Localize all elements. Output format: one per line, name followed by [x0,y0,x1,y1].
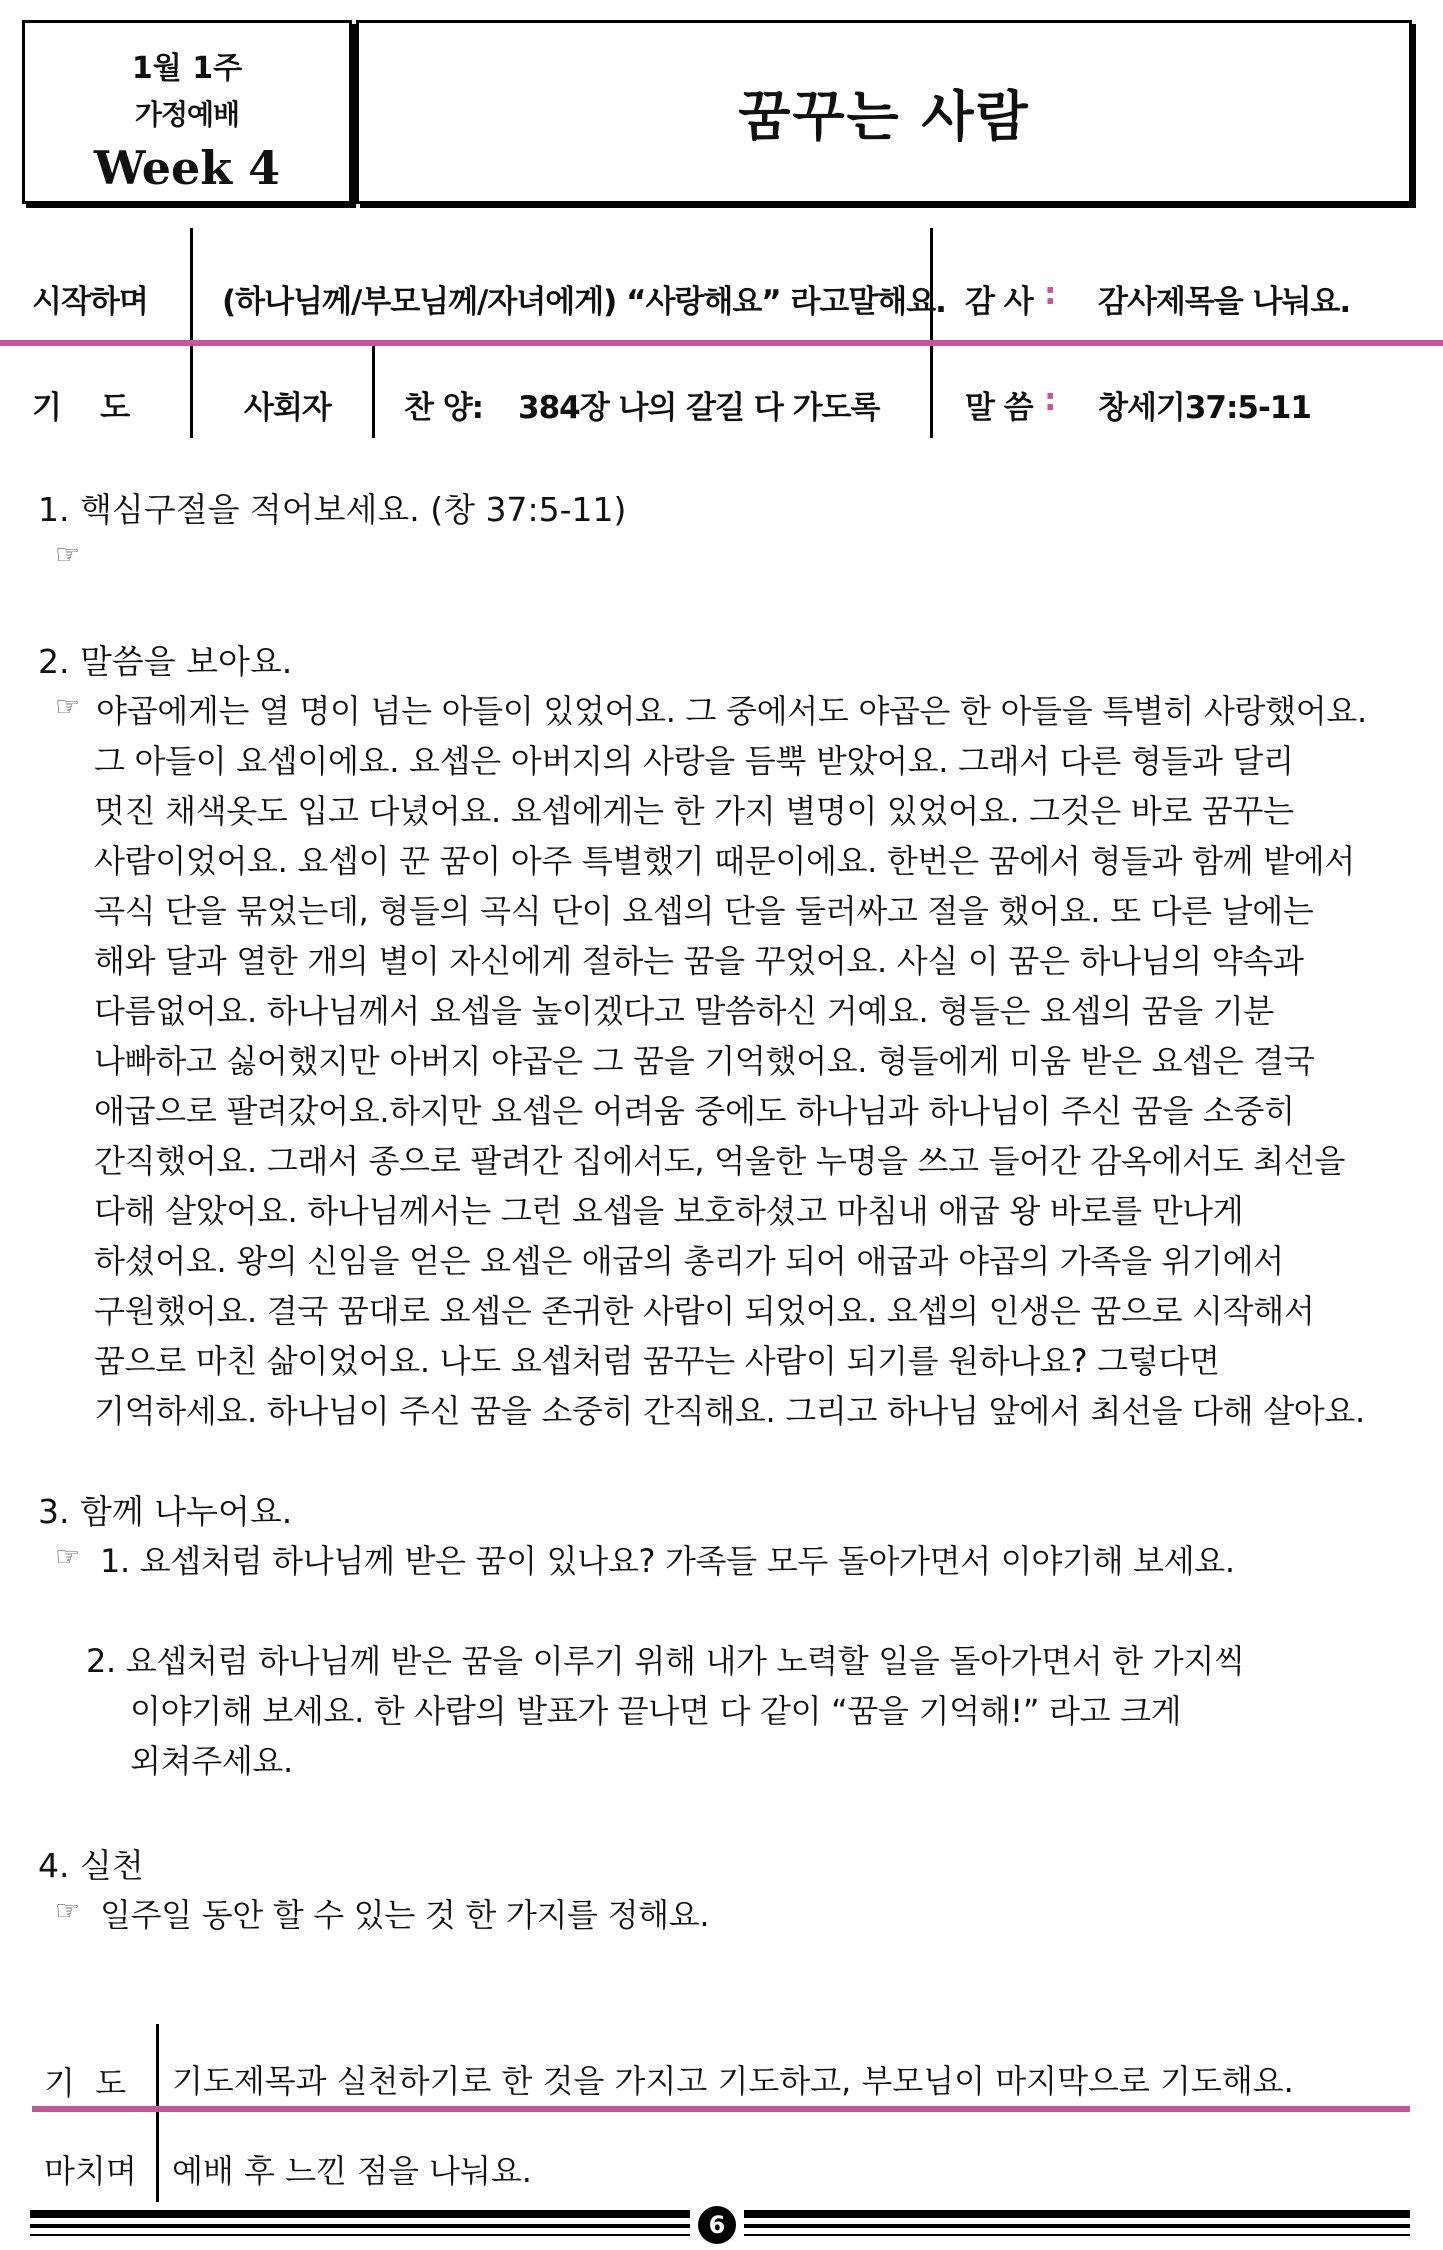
story-line: 사람이었어요. 요셉이 꾼 꿈이 아주 특별했기 때문이에요. 한번은 꿈에서 형들과 함께 밭에서 [94,842,1355,880]
story-line: 꿈으로 마친 삶이었어요. 나도 요셉처럼 꿈꾸는 사람이 되기를 원하나요? 그렇다면 [94,1342,1220,1380]
story-line: 다름없어요. 하나님께서 요셉을 높이겠다고 말씀하신 거예요. 형들은 요셉의 꿈을 기분 [94,992,1275,1030]
hymn-text: 384장 나의 갈길 다 가도록 [518,390,880,426]
table-divider [156,2024,159,2202]
story-line: 그 아들이 요셉이에요. 요셉은 아버지의 사랑을 듬뿍 받았어요. 그래서 다른 형들과 달리 [94,742,1294,780]
story-line: 애굽으로 팔려갔어요.하지만 요셉은 어려움 중에도 하나님과 하나님이 주신 꿈을 소중히 [94,1092,1295,1130]
thanks-label: 감 사 [965,284,1033,320]
worship-type-label: 가정예배 [134,98,240,131]
page-number: 6 [698,2206,736,2244]
story-line: 기억하세요. 하나님이 주신 꿈을 소중히 간직해요. 그리고 하나님 앞에서 최선을 다해 살아요. [94,1392,1365,1430]
leader-label: 사회자 [244,390,331,426]
pointing-hand-icon: ☞ [55,1540,81,1573]
story-line: 멋진 채색옷도 입고 다녔어요. 요셉에게는 한 가지 별명이 있었어요. 그것은 바로 꿈꾸는 [94,792,1294,830]
section2-heading: 2. 말씀을 보아요. [38,642,293,681]
page-title: 꿈꾸는 사람 [738,84,1030,148]
pink-divider [0,340,1443,346]
table-divider [190,228,193,438]
footer-bar [30,2224,690,2228]
hymn-label: 찬 양: [404,390,484,426]
footer-bar [744,2224,1410,2228]
pointing-hand-icon: ☞ [55,690,81,723]
story-line: 하셨어요. 왕의 신임을 얻은 요셉은 애굽의 총리가 되어 애굽과 야곱의 가족을 위기에서 [94,1242,1284,1280]
practice-text: 일주일 동안 할 수 있는 것 한 가지를 정해요. [100,1896,710,1934]
question-2-line: 외쳐주세요. [130,1742,293,1780]
week-number: Week 4 [93,141,281,195]
section3-heading: 3. 함께 나누어요. [38,1492,293,1531]
thanks-colon: : [1044,276,1056,312]
week-box [22,20,352,204]
closing-text: 예배 후 느낀 점을 나눠요. [172,2152,532,2190]
pink-divider [32,2106,1410,2112]
title-box [356,20,1412,204]
question-2-line: 이야기해 보세요. 한 사람의 발표가 끝나면 다 같이 “꿈을 기억해!” 라고 크게 [130,1692,1182,1730]
footer-bar [30,2234,690,2236]
prayer-label: 기 도 [32,390,130,426]
pointing-hand-icon: ☞ [55,538,81,571]
footer-bar [744,2234,1410,2236]
story-line: 구원했어요. 결국 꿈대로 요셉은 존귀한 사람이 되었어요. 요셉의 인생은 꿈으로 시작해서 [94,1292,1315,1330]
thanks-text: 감사제목을 나눠요. [1098,284,1351,320]
footer-bar [744,2210,1410,2218]
pointing-hand-icon: ☞ [55,1894,81,1927]
word-text: 창세기37:5-11 [1098,390,1311,426]
story-line: 다해 살았어요. 하나님께서는 그런 요셉을 보호하셨고 마침내 애굽 왕 바로를 만나게 [94,1192,1244,1230]
table-divider [372,344,375,438]
week-label: 1월 1주 [131,51,243,86]
question-2-line: 2. 요셉처럼 하나님께 받은 꿈을 이루기 위해 내가 노력할 일을 돌아가면서 한 가지씩 [86,1642,1245,1680]
start-text: (하나님께/부모님께/자녀에게) “사랑해요” 라고말해요. [222,284,946,320]
story-line: 해와 달과 열한 개의 별이 자신에게 절하는 꿈을 꾸었어요. 사실 이 꿈은 하나님의 약속과 [94,942,1304,980]
word-colon: : [1044,382,1056,418]
closing-prayer-text: 기도제목과 실천하기로 한 것을 가지고 기도하고, 부모님이 마지막으로 기도해요. [172,2062,1294,2100]
story-line: 나빠하고 싫어했지만 아버지 야곱은 그 꿈을 기억했어요. 형들에게 미움 받은 요셉은 결국 [94,1042,1315,1080]
story-line: 곡식 단을 묶었는데, 형들의 곡식 단이 요셉의 단을 둘러싸고 절을 했어요. 또 다른 날에는 [94,892,1314,930]
start-label: 시작하며 [32,284,148,320]
closing-label: 마치며 [44,2152,137,2190]
closing-prayer-label: 기 도 [44,2064,127,2102]
section4-heading: 4. 실천 [38,1846,144,1885]
question-1: 1. 요셉처럼 하나님께 받은 꿈이 있나요? 가족들 모두 돌아가면서 이야기해 보세요. [100,1542,1235,1580]
footer-bar [30,2210,690,2218]
section1-heading: 1. 핵심구절을 적어보세요. (창 37:5-11) [38,490,627,529]
table-divider [930,228,933,438]
story-line: 야곱에게는 열 명이 넘는 아들이 있었어요. 그 중에서도 야곱은 한 아들을 특별히 사랑했어요. [96,692,1367,730]
story-line: 간직했어요. 그래서 종으로 팔려간 집에서도, 억울한 누명을 쓰고 들어간 감옥에서도 최선을 [94,1142,1346,1180]
word-label: 말 씀 [965,390,1033,426]
